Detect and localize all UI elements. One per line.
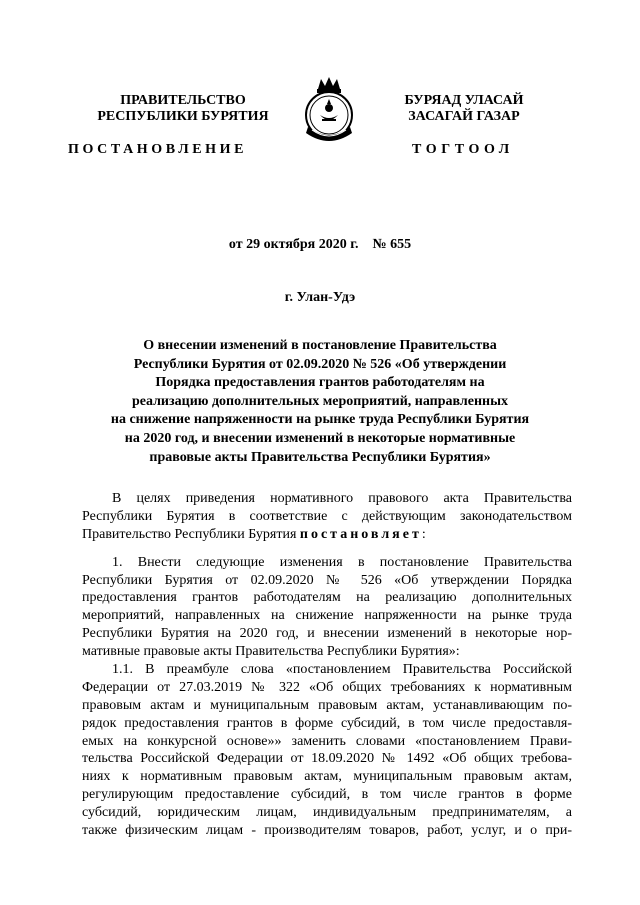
text-line: тельства Российской Федерации от 18.09.2020 № 1492 «Об общих требова-	[82, 751, 572, 767]
city: г. Улан-Удэ	[284, 290, 356, 305]
coat-of-arms-buryatia-icon	[300, 75, 358, 147]
item-1-paragraph	[82, 554, 572, 661]
title-line: О внесении изменений в постановление Правительства	[143, 338, 497, 353]
government-name-buryat	[384, 93, 544, 125]
title-line: на 2020 год, и внесении изменений в некоторые нормативные	[124, 430, 516, 446]
document-type-buryat: ТОГТООЛ	[412, 142, 514, 157]
title-line: реализацию дополнительных мероприятий, направленных	[131, 393, 509, 409]
text-line: 1.1. В преамбуле слова «постановлением Правительства Российской	[112, 662, 572, 678]
header-left-line-2: РЕСПУБЛИКИ БУРЯТИЯ	[97, 109, 269, 124]
text-line: субсидий, юридическим лицам, индивидуальным предпринимателям, а	[82, 805, 572, 821]
document-title	[80, 337, 560, 467]
text-line: В целях приведения нормативного правового акта Правительства	[112, 491, 572, 506]
text-line: регулирующим предоставление субсидий, в том числе грантов в форме	[82, 787, 572, 803]
date-and-number: от 29 октября 2020 г. № 655	[228, 237, 412, 252]
text-line: мативные правовые акты Правительства Республики Бурятия»:	[82, 644, 460, 660]
text-line: Федерации от 27.03.2019 № 322 «Об общих требованиях к нормативным	[82, 679, 572, 695]
title-line: Республики Бурятия от 02.09.2020 № 526 «Об утверждении	[133, 356, 507, 372]
text-line: ниях к нормативным правовым актам, муниципальным правовым актам,	[82, 769, 572, 785]
text-line: правовым актам и муниципальным правовым актам, устанавливающим по-	[82, 697, 572, 713]
preamble-paragraph	[82, 490, 572, 544]
title-line: Порядка предоставления грантов работодателям на	[155, 375, 485, 391]
text-line: мероприятий, направленных на снижение напряженности на рынке труда	[82, 608, 572, 624]
text-line: Республики Бурятия от 02.09.2020 № 526 «Об утверждении Порядка	[82, 572, 572, 588]
text-line: 1. Внести следующие изменения в постановление Правительства	[112, 554, 572, 570]
text-line: также физическим лицам - производителям товаров, работ, услуг, и о при-	[82, 823, 572, 839]
preamble-last-prefix: Правительство Республики Бурятия	[82, 526, 300, 542]
text-line: предоставления грантов работодателям на реализацию дополнительных	[82, 590, 572, 606]
document-type-russian: ПОСТАНОВЛЕНИЕ	[68, 142, 248, 157]
text-line	[82, 526, 572, 544]
header-left-line-1: ПРАВИТЕЛЬСТВО	[120, 93, 246, 108]
resolves-word: постановляет	[299, 526, 422, 542]
government-name-russian	[83, 93, 283, 125]
text-line: Республики Бурятия в соответствие с действующим законодательством	[82, 508, 572, 524]
text-line: рядок предоставления грантов в форме субсидий, в том числе предоставля-	[82, 715, 572, 731]
text-line: емых на конкурсной основе»» заменить словами «постановлением Прави-	[82, 733, 572, 749]
preamble-last-suffix: :	[421, 526, 426, 542]
header-right-line-1: БУРЯАД УЛАСАЙ	[404, 93, 524, 108]
title-line: на снижение напряженности на рынке труда Республики Бурятия	[110, 412, 530, 428]
title-line: правовые акты Правительства Республики Бурятия»	[149, 449, 491, 465]
document-body	[82, 490, 572, 840]
text-line: Республики Бурятия на 2020 год, и внесении изменений в некоторые нор-	[82, 626, 572, 642]
header-right-line-2: ЗАСАГАЙ ГАЗАР	[408, 109, 520, 124]
item-1-1-paragraph	[82, 661, 572, 840]
